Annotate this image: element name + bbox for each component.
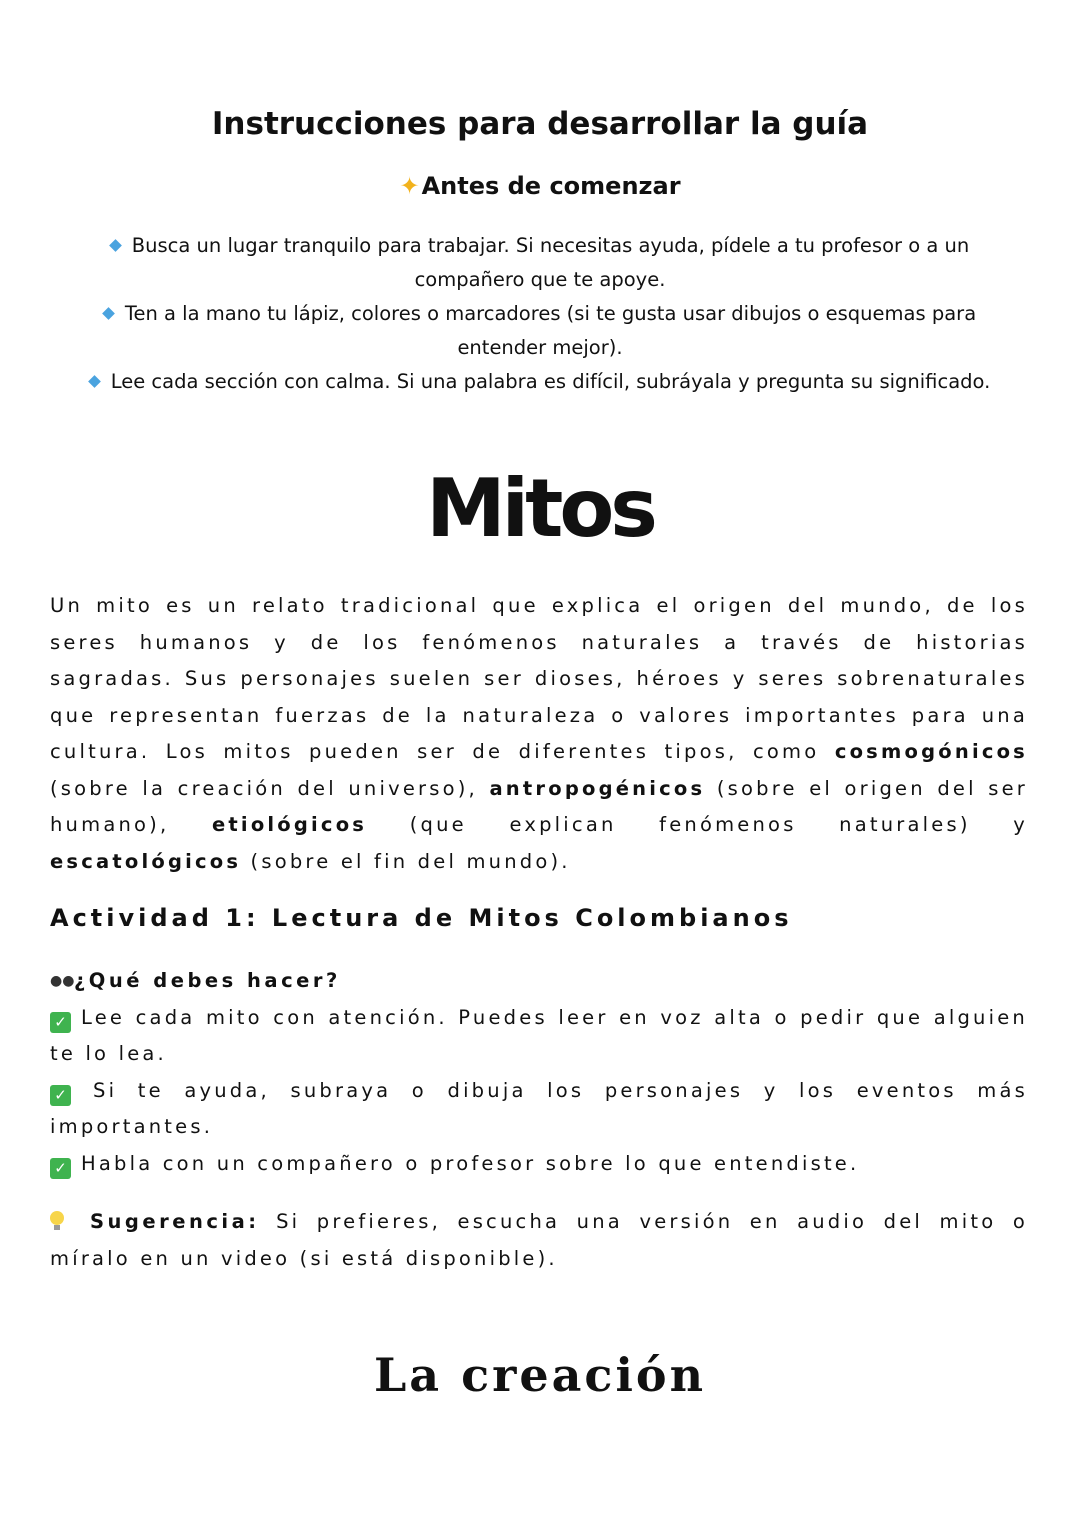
suggestion-paragraph — [50, 1204, 1028, 1277]
activity-title: Actividad 1: Lectura de Mitos Colombianos — [50, 904, 793, 932]
suggestion-text: Si prefieres, escucha una versión en audio del mito o míralo en un video (si está disponible). — [50, 1210, 1028, 1270]
paragraph-text: Un mito es un relato tradicional que explica el origen del mundo, de los seres humanos y de los fenómenos naturales a través de historias sagradas. Sus personajes suelen ser dioses, héroes y seres sobrenaturales que representan fuerzas de la naturaleza o valores importantes para una cultura. Los mitos pueden ser de diferentes tipos, como — [50, 594, 1028, 763]
blue-diamond-icon — [102, 307, 115, 320]
blue-diamond-icon — [109, 239, 122, 252]
step-text: Lee cada mito con atención. Puedes leer en voz alta o pedir que alguien te lo lea. — [50, 1005, 1028, 1066]
step-item — [50, 1000, 1028, 1073]
activity-steps — [50, 963, 1028, 1182]
check-mark-icon: ✓ — [50, 1158, 71, 1179]
mitos-definition-paragraph — [50, 588, 1028, 880]
paragraph-text: (sobre el fin del mundo). — [241, 849, 571, 873]
paragraph-text: (sobre la creación del universo), — [50, 776, 490, 800]
paragraph-text: (sobre el origen del ser humano), — [50, 776, 1029, 836]
step-text: Habla con un compañero o profesor sobre lo que entendiste. — [81, 1151, 860, 1175]
tip-item — [60, 229, 1020, 297]
before-start-label: Antes de comenzar — [421, 172, 681, 200]
light-bulb-icon — [50, 1211, 64, 1231]
term-escatologicos: escatológicos — [50, 849, 242, 873]
la-creacion-title: La creación — [373, 1348, 707, 1402]
tip-item — [60, 297, 1020, 365]
term-antropogenicos: antropogénicos — [489, 776, 706, 800]
tip-item — [60, 365, 1020, 399]
term-etiologicos: etiológicos — [211, 813, 368, 836]
tip-text: Busca un lugar tranquilo para trabajar. Si necesitas ayuda, pídele a tu profesor o a un compañero que te apoye. — [131, 234, 970, 291]
eyes-icon: ●● — [50, 973, 75, 990]
tip-text: Lee cada sección con calma. Si una palabra es difícil, subráyala y pregunta su significado. — [110, 370, 991, 393]
before-start-heading — [0, 172, 1080, 200]
paragraph-text: (que explican fenómenos naturales) y — [367, 813, 1028, 836]
instructions-title: Instrucciones para desarrollar la guía — [211, 106, 869, 142]
step-item — [50, 1146, 1028, 1183]
suggestion-label: Sugerencia: — [90, 1210, 260, 1233]
question-text: ¿Qué debes hacer? — [74, 969, 341, 992]
question-line — [50, 963, 1028, 1000]
step-text: Si te ayuda, subraya o dibuja los personajes y los eventos más importantes. — [50, 1078, 1028, 1139]
tips-list — [60, 229, 1020, 399]
mitos-title: Mitos — [426, 462, 654, 555]
check-mark-icon: ✓ — [50, 1012, 71, 1033]
sparkles-icon: ✦ — [399, 172, 420, 200]
step-item — [50, 1073, 1028, 1146]
tip-text: Ten a la mano tu lápiz, colores o marcadores (si te gusta usar dibujos o esquemas para entender mejor). — [124, 302, 977, 359]
check-mark-icon: ✓ — [50, 1085, 71, 1106]
term-cosmogonicos: cosmogónicos — [834, 740, 1028, 763]
blue-diamond-icon — [88, 375, 101, 388]
